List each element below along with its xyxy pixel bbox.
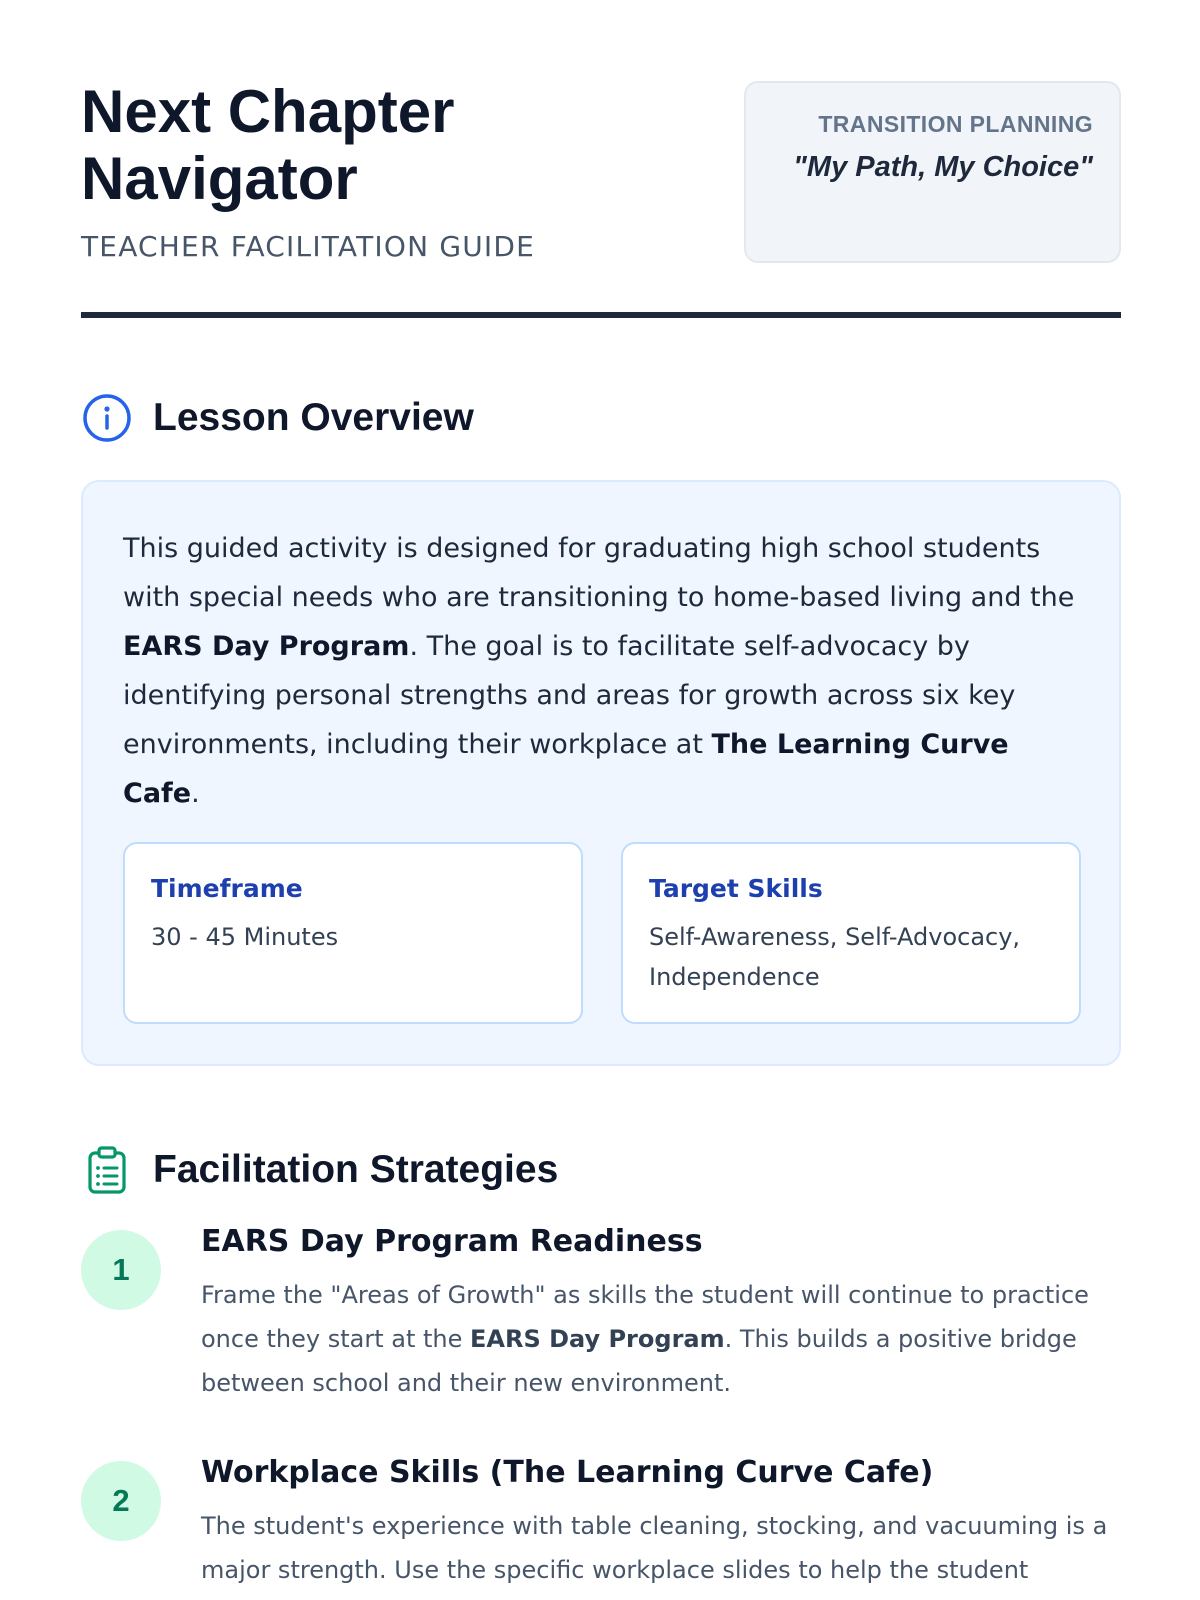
- strategy-body: [201, 1224, 1121, 1405]
- strategy-body: [201, 1455, 1121, 1592]
- strategy-text-part: The student's experience with table cleaning, stocking, and vacuuming is a major strength. Use the specific workplace slides to help the student: [201, 1512, 1108, 1584]
- overview-text-part: This guided activity is designed for graduating high school students with special needs who are transitioning to home-based living and the: [123, 533, 1075, 613]
- overview-card: [81, 480, 1121, 1066]
- strategy-text-bold: EARS Day Program: [470, 1325, 725, 1353]
- transition-badge-card: [744, 81, 1121, 263]
- overview-text-part: .: [191, 778, 200, 809]
- strategy-text-part: Frame the "Areas of Growth" as skills the student will continue to practice once they start at the: [201, 1281, 1089, 1353]
- timeframe-label: Timeframe: [151, 874, 303, 903]
- guide-page: [81, 0, 1121, 1584]
- overview-text-bold: EARS Day Program: [123, 631, 410, 662]
- overview-text-part: . The goal is to facilitate self-advocacy by identifying personal strengths and areas for growth across six key environments, including their workplace at: [123, 631, 1016, 760]
- target-skills-value: Self-Awareness, Self-Advocacy, Independence: [649, 923, 1021, 991]
- overview-heading: Lesson Overview: [153, 396, 474, 439]
- strategy-title: Workplace Skills (The Learning Curve Cafe): [201, 1455, 934, 1490]
- overview-text-bold: The Learning Curve Cafe: [123, 729, 1009, 809]
- badge-quote: "My Path, My Choice": [793, 151, 1093, 183]
- page-header: [81, 0, 1121, 320]
- info-row: [123, 842, 1081, 1024]
- overview-heading-row: [81, 392, 474, 444]
- strategy-text: [201, 1273, 1121, 1405]
- timeframe-box: [123, 842, 583, 1024]
- strategy-title: EARS Day Program Readiness: [201, 1224, 703, 1259]
- page-subtitle: TEACHER FACILITATION GUIDE: [81, 230, 536, 263]
- target-skills-box: [621, 842, 1081, 1024]
- timeframe-value: 30 - 45 Minutes: [151, 923, 339, 951]
- badge-label: TRANSITION PLANNING: [818, 111, 1093, 137]
- target-skills-label: Target Skills: [649, 874, 823, 903]
- strategies-heading: Facilitation Strategies: [153, 1148, 559, 1191]
- overview-description: [123, 524, 1079, 818]
- strategies-heading-row: [81, 1144, 558, 1196]
- strategy-text-part: . This builds a positive bridge between school and their new environment.: [201, 1325, 1077, 1397]
- step-number-badge: 2: [81, 1461, 161, 1541]
- title-block: [81, 78, 701, 263]
- step-number-badge: 1: [81, 1230, 161, 1310]
- page-title: Next Chapter Navigator: [81, 78, 455, 212]
- clipboard-icon: [81, 1144, 133, 1196]
- header-divider: [81, 312, 1121, 318]
- info-icon: [81, 392, 133, 444]
- strategy-text: [201, 1504, 1121, 1592]
